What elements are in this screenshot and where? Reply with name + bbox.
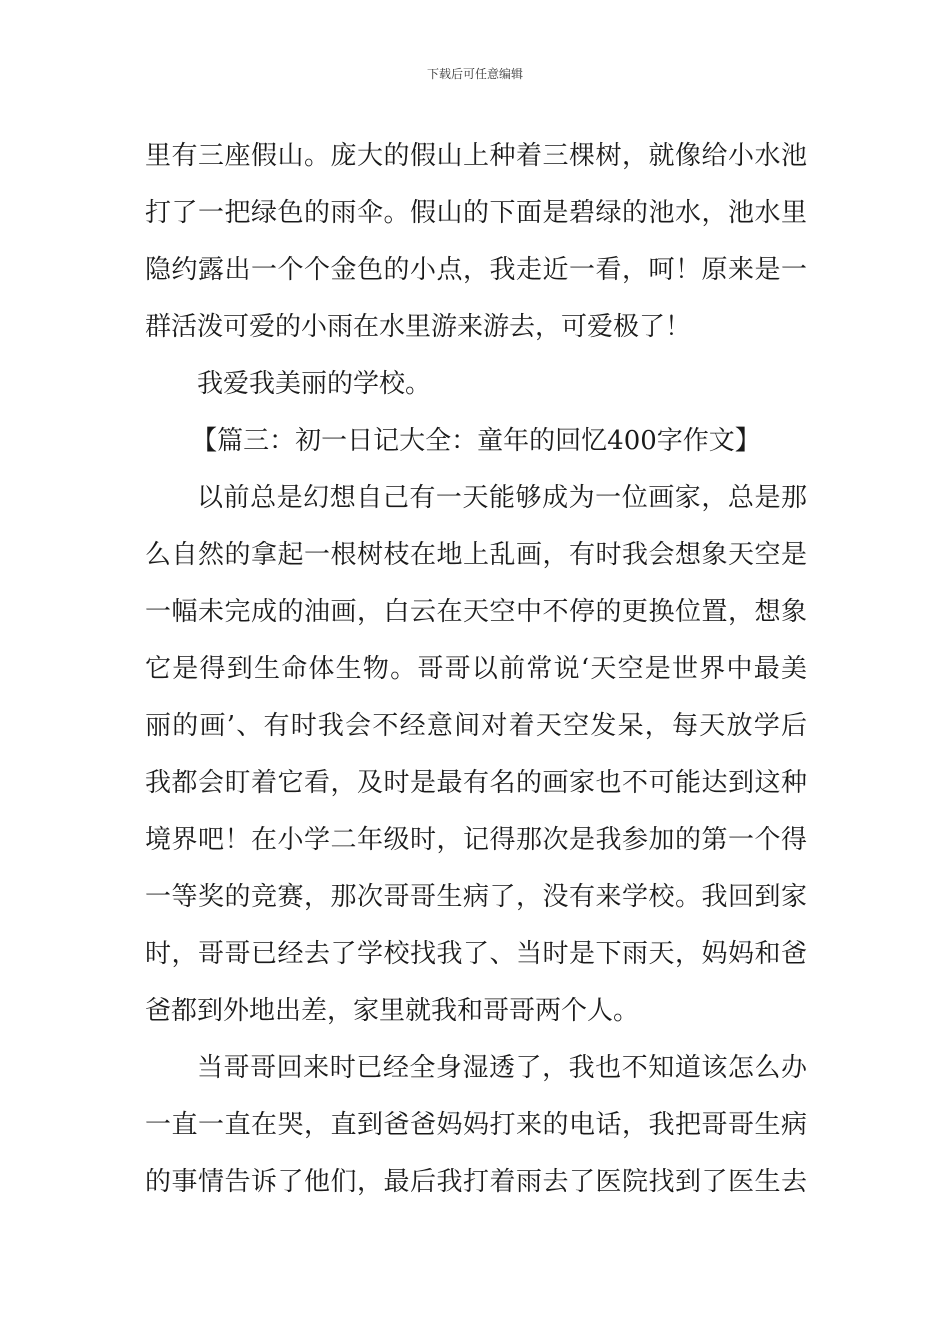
paragraph-line: 我都会盯着它看，及时是最有名的画家也不可能达到这种 [145, 768, 807, 798]
paragraph-line: 么自然的拿起一根树枝在地上乱画，有时我会想象天空是 [145, 540, 807, 570]
paragraph-line: 隐约露出一个个金色的小点，我走近一看，呵！原来是一 [145, 255, 807, 285]
paragraph-line: 时，哥哥已经去了学校找我了、当时是下雨天，妈妈和爸 [145, 939, 807, 969]
paragraph-line: 境界吧！在小学二年级时，记得那次是我参加的第一个得 [145, 825, 807, 855]
document-body [145, 128, 807, 1211]
paragraph-line: 一直一直在哭，直到爸爸妈妈打来的电话，我把哥哥生病 [145, 1110, 807, 1140]
paragraph-line: 我爱我美丽的学校。 [197, 369, 432, 399]
paragraph-line: 一等奖的竞赛，那次哥哥生病了，没有来学校。我回到家 [145, 882, 807, 912]
section-heading: 【篇三：初一日记大全：童年的回忆400字作文】 [191, 426, 761, 456]
page-header: 下载后可任意编辑 [426, 67, 523, 81]
paragraph-line: 群活泼可爱的小雨在水里游来游去，可爱极了！ [145, 312, 692, 342]
paragraph-line: 里有三座假山。庞大的假山上种着三棵树，就像给小水池 [145, 141, 807, 171]
paragraph-line: 当哥哥回来时已经全身湿透了，我也不知道该怎么办 [197, 1053, 807, 1083]
paragraph-line: 的事情告诉了他们，最后我打着雨去了医院找到了医生去 [145, 1167, 807, 1197]
paragraph-line: 丽的画’、有时我会不经意间对着天空发呆，每天放学后 [145, 711, 807, 741]
paragraph-line: 爸都到外地出差，家里就我和哥哥两个人。 [145, 996, 640, 1026]
paragraph-line: 一幅未完成的油画，白云在天空中不停的更换位置，想象 [145, 597, 807, 627]
paragraph-line: 它是得到生命体生物。哥哥以前常说‘天空是世界中最美 [145, 654, 807, 684]
paragraph-line: 以前总是幻想自己有一天能够成为一位画家，总是那 [197, 483, 807, 513]
paragraph-line: 打了一把绿色的雨伞。假山的下面是碧绿的池水，池水里 [145, 198, 807, 228]
